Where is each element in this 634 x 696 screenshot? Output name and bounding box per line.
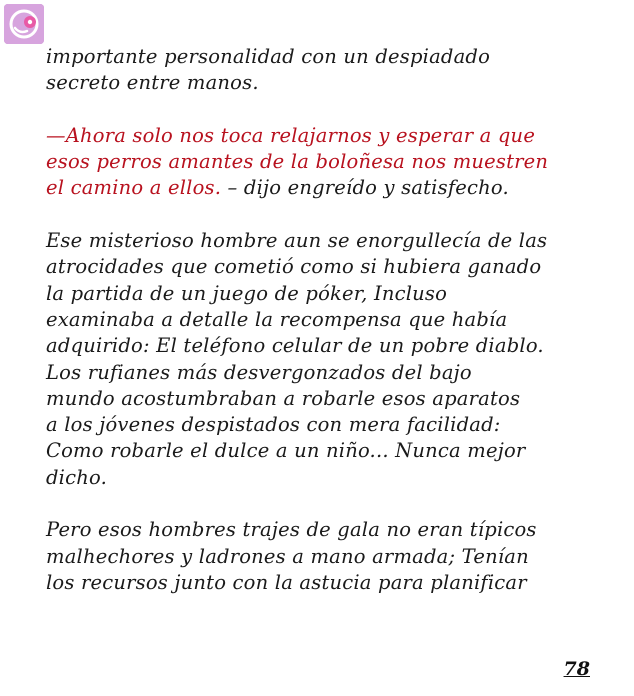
text-line: atrocidades que cometió como si hubiera ganado bbox=[46, 255, 542, 279]
paragraph-3 bbox=[46, 228, 606, 491]
text-line: secreto entre manos. bbox=[46, 71, 259, 95]
text-line: malhechores y ladrones a mano armada; Tenían bbox=[46, 544, 529, 568]
paragraph-2-dialogue bbox=[46, 123, 606, 202]
logo-emblem-icon bbox=[4, 4, 44, 44]
text-line: a los jóvenes despistados con mera facilidad: bbox=[46, 413, 501, 437]
text-line: Pero esos hombres trajes de gala no eran típicos bbox=[46, 518, 537, 542]
text-line: Ese misterioso hombre aun se enorgullecía de las bbox=[46, 229, 548, 253]
dialogue-fragment: el camino a ellos. bbox=[46, 176, 222, 200]
dialogue-line: —Ahora solo nos toca relajarnos y esperar a que bbox=[46, 123, 536, 147]
text-line: adquirido: El teléfono celular de un pobre diablo. bbox=[46, 334, 544, 358]
text-line-mixed bbox=[46, 175, 606, 201]
page-number: 78 bbox=[563, 658, 590, 680]
text-line: Como robarle el dulce a un niño... Nunca mejor bbox=[46, 439, 526, 463]
text-line: examinaba a detalle la recompensa que había bbox=[46, 307, 508, 331]
text-line: la partida de un juego de póker, Incluso bbox=[46, 281, 448, 305]
paragraph-4 bbox=[46, 517, 606, 596]
page-body-text bbox=[46, 44, 606, 596]
text-line: importante personalidad con un despiadado bbox=[46, 45, 491, 68]
text-line: Los rufianes más desvergonzados del bajo bbox=[46, 360, 472, 384]
text-line: los recursos junto con la astucia para planificar bbox=[46, 570, 527, 594]
text-line: mundo acostumbraban a robarle esos aparatos bbox=[46, 386, 521, 410]
narration-tag: – dijo engreído y satisfecho. bbox=[221, 176, 509, 200]
publisher-logo bbox=[4, 4, 44, 44]
paragraph-1 bbox=[46, 44, 606, 97]
dialogue-line: esos perros amantes de la boloñesa nos muestren bbox=[46, 150, 549, 174]
text-line: dicho. bbox=[46, 465, 107, 489]
